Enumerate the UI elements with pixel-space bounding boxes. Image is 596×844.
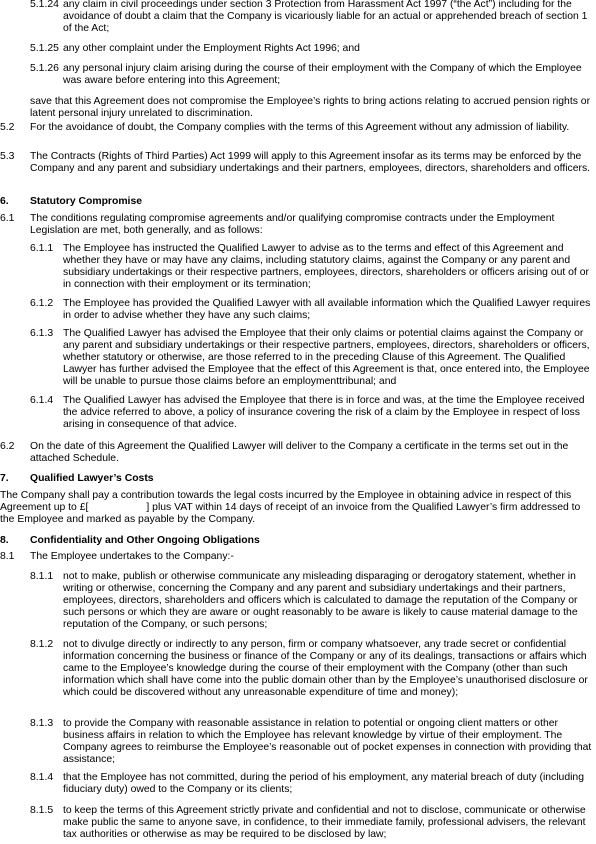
section-number: 8. — [0, 535, 9, 546]
clause-number: 6.2 — [0, 441, 15, 452]
clause-number: 6.1.2 — [30, 298, 54, 309]
clause-number: 6.1.1 — [30, 243, 54, 254]
clause-text: not to make, publish or otherwise communicate any misleading disparaging or derogatory statement, whether in writing or otherwise, concerning the Company and any parent and subsidiary undertakings and their partners, employees, directors, shareholders and officers which is calculated to damage the reputation of the Company or such persons or which they are aware or ought reasonably to be aware is likely to cause material damage to the reputation of the Company, or such persons; — [63, 571, 578, 631]
section-number: 6. — [0, 196, 9, 207]
clause-text: The Qualified Lawyer has advised the Employee that there is in force and was, at the time the Employee received the advice referred to above, a policy of insurance covering the risk of a claim by the Employee in respect of loss arising in consequence of that advice. — [63, 395, 585, 431]
clause-text: to provide the Company with reasonable assistance in relation to potential or ongoing client matters or other business affairs in relation to which the Employee has relevant knowledge by virtue of their employment. The Company agrees to reimburse the Employee’s reasonable out of pocket expenses in connection with providing that assistance; — [63, 718, 592, 766]
clause-text: The Employee has instructed the Qualified Lawyer to advise as to the terms and effect of this Agreement and whether they have or may have any claims, including statutory claims, against the Company or any parent and subsidiary undertakings or their respective partners, employees, directors, shareholders or officers arising out of or in connection with their employment or its termination; — [63, 243, 589, 291]
clause-text: The Employee has provided the Qualified Lawyer with all available information which the Qualified Lawyer requires in order to advise whether they have any such claims; — [63, 298, 591, 322]
clause-number: 5.1.25 — [30, 43, 59, 54]
clause-text: On the date of this Agreement the Qualified Lawyer will deliver to the Company a certificate in the terms set out in the attached Schedule. — [30, 441, 569, 465]
clause-number: 8.1.3 — [30, 718, 54, 729]
clause-number: 5.1.26 — [30, 63, 59, 74]
clause-text: not to divulge directly or indirectly to any person, firm or company whatsoever, any trade secret or confidential information concerning the business or finance of the Company or any of its dealings, transactions or affairs which came to the Employee’s knowledge during the course of their employment with the Company (other than such information which shall have come into the public domain other than by the Employee’s unauthorised disclosure or which could be discovered without any unreasonable expenditure of time and money); — [63, 639, 588, 699]
section-number: 7. — [0, 473, 9, 484]
clause-number: 5.3 — [0, 151, 15, 162]
clause-text: The Qualified Lawyer has advised the Employee that their only claims or potential claims against the Company or any parent and subsidiary undertakings or their respective partners, employees, directors, shareholders or officers, whether statutory or otherwise, are those referred to in the preceding Clause of this Agreement. The Qualified Lawyer has further advised the Employee that the effect of this Agreement is that, once entered into, the Employee will be unable to pursue those claims before an employmenttribunal; and — [63, 328, 590, 388]
clause-number: 5.1.24 — [30, 0, 59, 10]
clause-number: 8.1.5 — [30, 805, 54, 816]
costs-text-end: ] plus VAT within 14 days of receipt of an invoice from the Qualified Lawyer’s firm addressed to the Employee and marked as payable by the Company. — [0, 502, 581, 526]
clause-number: 6.1.4 — [30, 395, 54, 406]
clause-text: The conditions regulating compromise agreements and/or qualifying compromise contracts under the Employment Legislation are met, both generally, and as follows: — [30, 213, 555, 237]
clause-text: that the Employee has not committed, during the period of his employment, any material breach of duty (including fiduciary duty) owed to the Company or its clients; — [63, 772, 584, 796]
clause-number: 6.1.3 — [30, 328, 54, 339]
clause-text: any claim in civil proceedings under section 3 Protection from Harassment Act 1997 (“the Act”) including for the avoidance of doubt a claim that the Company is vicariously liable for an actual or apprehended breach of section 1 of the Act; — [63, 0, 588, 35]
clause-number: 5.2 — [0, 122, 15, 133]
section-title: Confidentiality and Other Ongoing Obligations — [30, 535, 260, 546]
clause-number: 8.1.2 — [30, 639, 54, 650]
section-title: Statutory Compromise — [30, 196, 143, 207]
clause-number: 8.1 — [0, 551, 15, 562]
clause-text: to keep the terms of this Agreement strictly private and confidential and not to disclose, communicate or otherwise make public the same to anyone save, in confidence, to their immediate family, professional advisers, the relevant tax authorities or otherwise as may be required to be disclosed by law; — [63, 805, 586, 841]
clause-text — [0, 490, 594, 526]
clause-number: 6.1 — [0, 213, 15, 224]
clause-text: any personal injury claim arising during the course of their employment with the Company of which the Employee was aware before entering into this Agreement; — [63, 63, 582, 87]
clause-text: any other complaint under the Employment Rights Act 1996; and — [63, 43, 360, 54]
clause-text: The Contracts (Rights of Third Parties) Act 1999 will apply to this Agreement insofar as its terms may be enforced by the Company and any parent and subsidiary undertakings and their partners, employees, directors, shareholders and officers. — [30, 151, 591, 175]
clause-number: 8.1.4 — [30, 772, 54, 783]
clause-text: For the avoidance of doubt, the Company complies with the terms of this Agreement without any admission of liability. — [30, 122, 570, 133]
clause-number: 8.1.1 — [30, 571, 54, 582]
clause-text: save that this Agreement does not compromise the Employee’s rights to bring actions relating to accrued pension rights or latent personal injury unrelated to discrimination. — [30, 96, 591, 120]
costs-text-start: The Company shall pay a contribution towards the legal costs incurred by the Employee in obtaining advice in respect of this Agreement up to £[ — [0, 490, 572, 514]
clause-text: The Employee undertakes to the Company:- — [30, 551, 234, 562]
section-title: Qualified Lawyer’s Costs — [30, 473, 154, 484]
